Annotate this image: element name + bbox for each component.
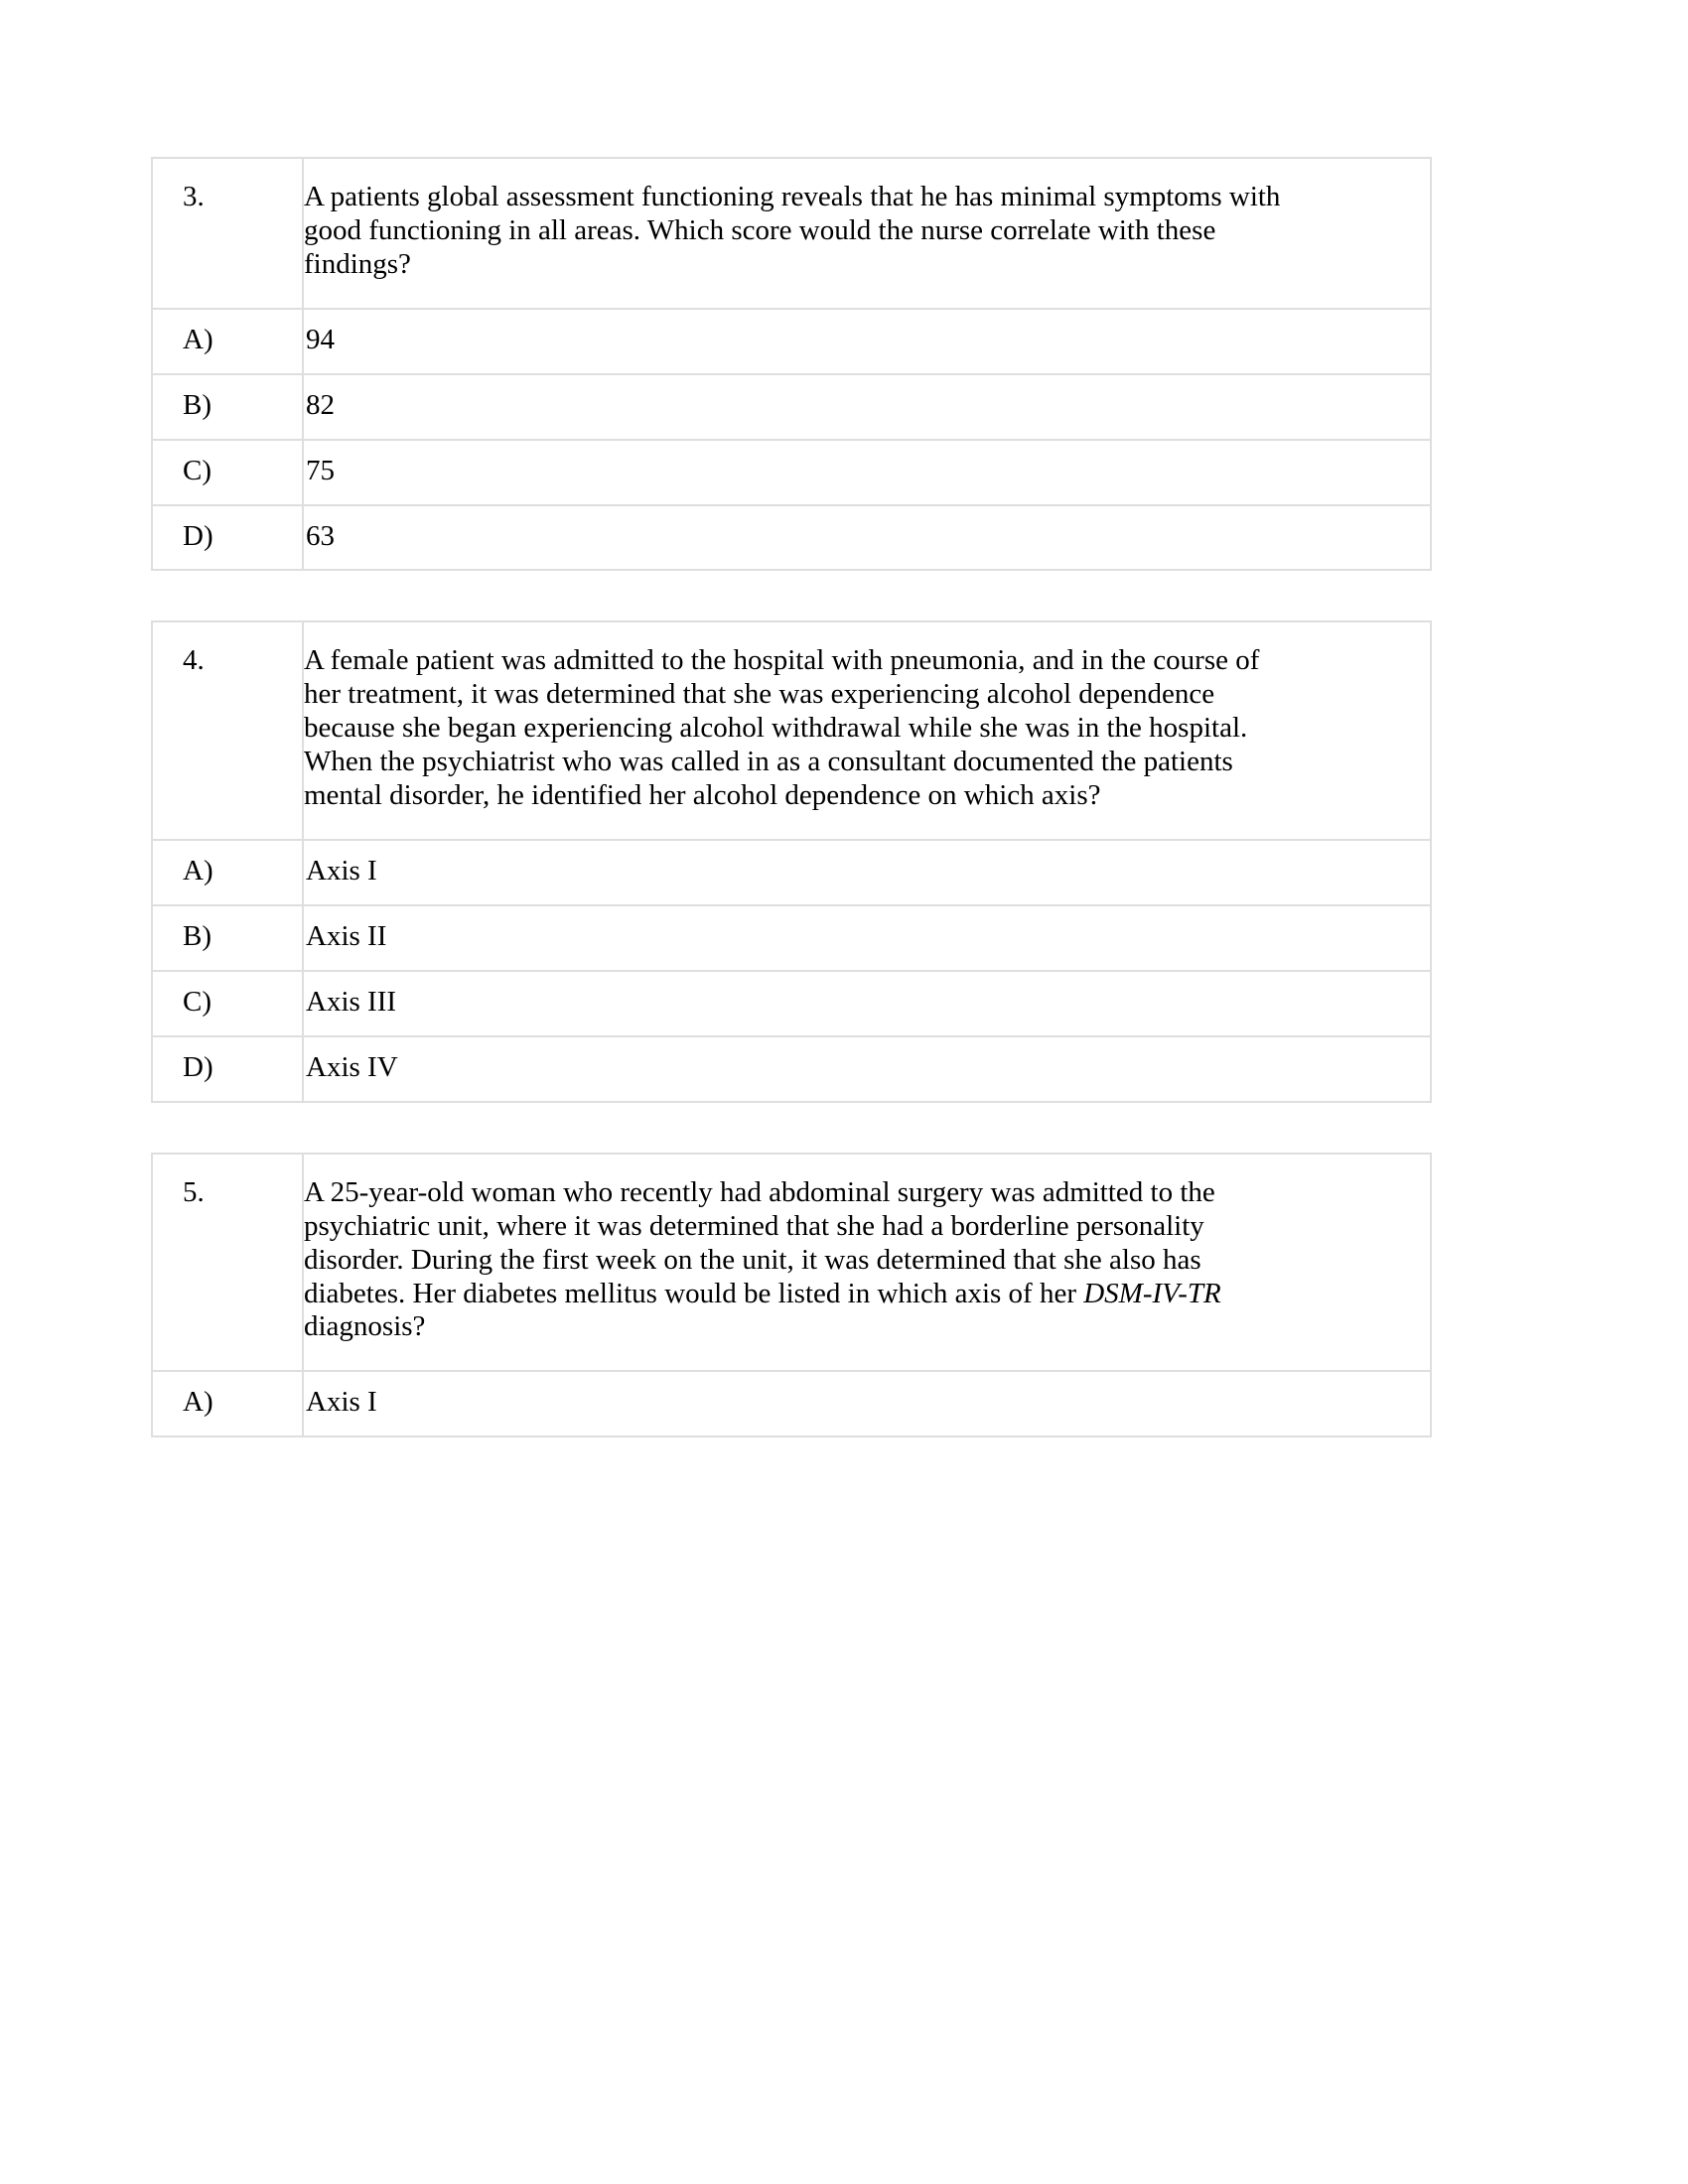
option-letter: A) xyxy=(183,855,213,887)
option-text: Axis IV xyxy=(306,1050,398,1083)
option-text: Axis III xyxy=(306,985,397,1018)
option-text: Axis II xyxy=(306,919,387,952)
option-text: 63 xyxy=(306,519,335,552)
question-text-cell xyxy=(303,1154,1431,1372)
question-number: 3. xyxy=(183,181,205,212)
option-letter: C) xyxy=(183,985,211,1018)
option-text-cell[interactable] xyxy=(303,840,1431,905)
option-letter: D) xyxy=(183,519,213,552)
option-text-cell[interactable] xyxy=(303,1036,1431,1102)
question-list xyxy=(151,157,1432,1437)
answer-option-row[interactable] xyxy=(152,505,1431,571)
option-text: Axis I xyxy=(306,1386,377,1419)
answer-option-row[interactable] xyxy=(152,905,1431,971)
question-text-cell xyxy=(303,621,1431,840)
question-number-cell xyxy=(152,158,303,309)
option-letter-cell[interactable] xyxy=(152,840,303,905)
option-letter-cell[interactable] xyxy=(152,1371,303,1436)
question-number: 5. xyxy=(183,1175,205,1208)
question-number-cell xyxy=(152,1154,303,1372)
question-text-after-italic: diagnosis? xyxy=(304,1310,426,1343)
question-text: A patients global assessment functioning reveals that he has minimal symptoms with good functioning in all areas. Which score would the nurse correlate with these findings? xyxy=(304,181,1281,280)
option-text-cell[interactable] xyxy=(303,440,1431,505)
answer-option-row[interactable] xyxy=(152,1036,1431,1102)
option-letter: B) xyxy=(183,919,211,952)
option-letter: C) xyxy=(183,454,211,486)
question-stem-row xyxy=(152,621,1431,840)
option-letter-cell[interactable] xyxy=(152,971,303,1036)
option-letter-cell[interactable] xyxy=(152,440,303,505)
question-text-cell xyxy=(303,158,1431,309)
option-text-cell[interactable] xyxy=(303,309,1431,374)
question-number-cell xyxy=(152,621,303,840)
question-block-4 xyxy=(151,620,1432,1102)
question-block-5 xyxy=(151,1153,1432,1438)
option-text-cell[interactable] xyxy=(303,505,1431,571)
question-number: 4. xyxy=(183,644,205,677)
option-letter: B) xyxy=(183,388,211,421)
option-text: 75 xyxy=(306,454,335,486)
answer-option-row[interactable] xyxy=(152,309,1431,374)
option-text-cell[interactable] xyxy=(303,905,1431,971)
question-stem-row xyxy=(152,158,1431,309)
manual-title-italic: DSM-IV-TR xyxy=(1083,1277,1221,1309)
option-letter-cell[interactable] xyxy=(152,905,303,971)
question-block-3 xyxy=(151,157,1432,571)
answer-option-row[interactable] xyxy=(152,971,1431,1036)
option-letter: D) xyxy=(183,1050,213,1083)
answer-option-row[interactable] xyxy=(152,440,1431,505)
option-letter-cell[interactable] xyxy=(152,309,303,374)
question-stem-row xyxy=(152,1154,1431,1372)
option-text: Axis I xyxy=(306,855,377,887)
option-letter-cell[interactable] xyxy=(152,374,303,440)
option-letter: A) xyxy=(183,323,213,355)
answer-option-row[interactable] xyxy=(152,1371,1431,1436)
question-text: A female patient was admitted to the hospital with pneumonia, and in the course of her treatment, it was determined that she was experiencing alcohol dependence because she began experiencing alcohol withdrawal while she was in the hospital. When the psychiatrist who was called in as a consultant documented the patients mental disorder, he identified her alcohol dependence on which axis? xyxy=(304,644,1260,812)
question-text xyxy=(304,1176,1297,1345)
option-text-cell[interactable] xyxy=(303,374,1431,440)
option-text: 94 xyxy=(306,323,335,355)
option-letter-cell[interactable] xyxy=(152,505,303,571)
option-text: 82 xyxy=(306,388,335,421)
answer-option-row[interactable] xyxy=(152,840,1431,905)
question-text-before-italic: A 25-year-old woman who recently had abdominal surgery was admitted to the psychiatric unit, where it was determined that she had a borderline personality disorder. During the first week on the unit, it was determined that she also has diabetes. Her diabetes mellitus would be listed in which axis of her xyxy=(304,1175,1215,1309)
option-letter-cell[interactable] xyxy=(152,1036,303,1102)
option-letter: A) xyxy=(183,1386,213,1419)
answer-option-row[interactable] xyxy=(152,374,1431,440)
option-text-cell[interactable] xyxy=(303,971,1431,1036)
option-text-cell[interactable] xyxy=(303,1371,1431,1436)
